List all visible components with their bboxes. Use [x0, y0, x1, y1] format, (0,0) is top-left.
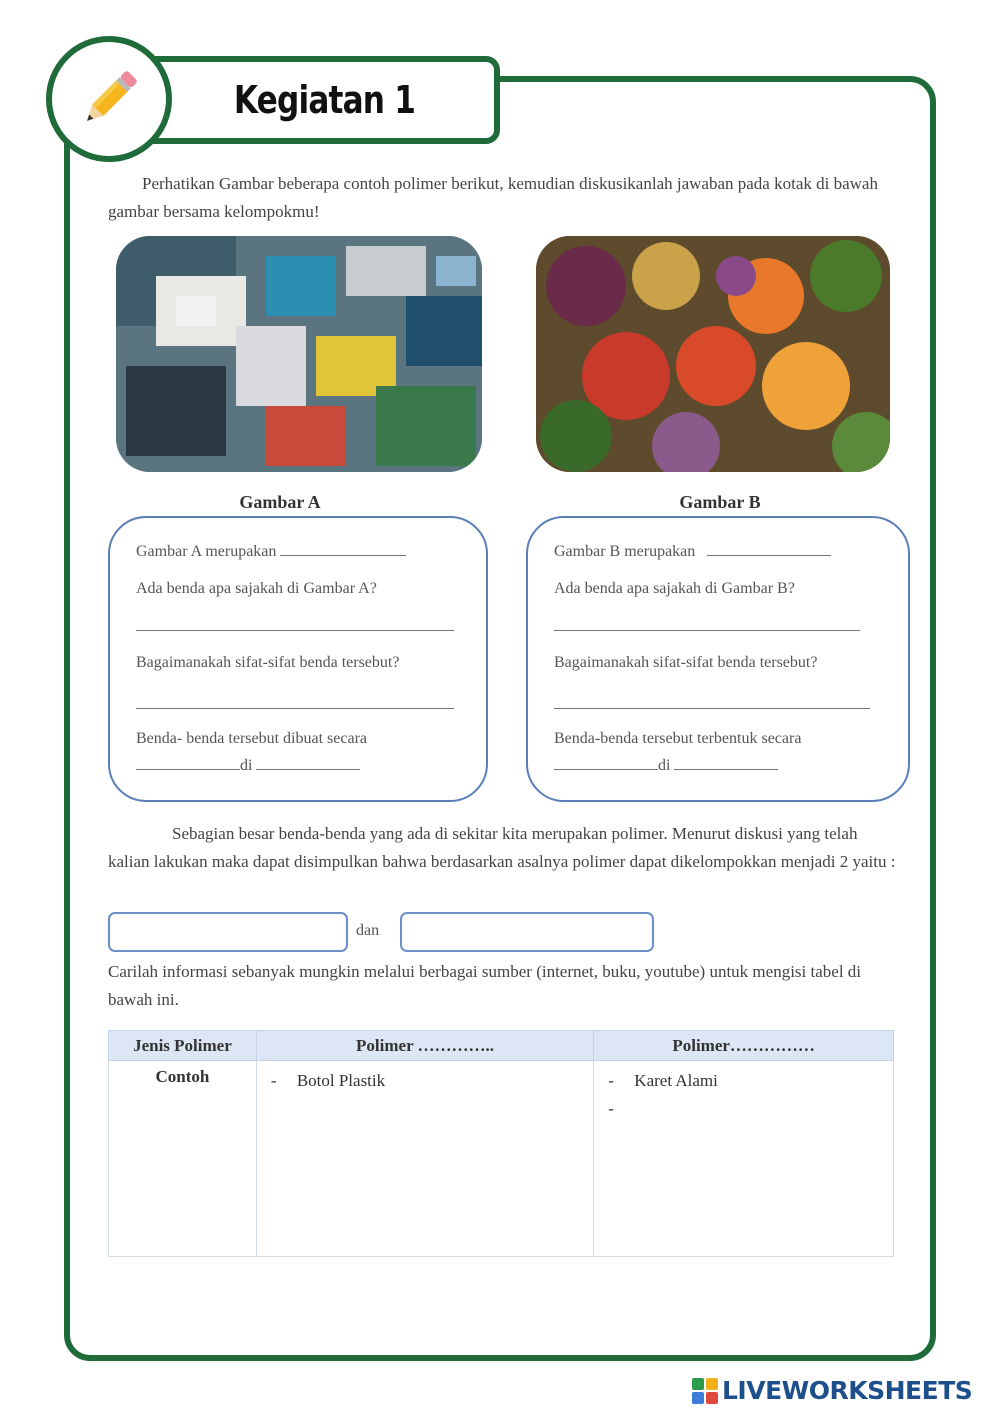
page-title: Kegiatan 1 — [233, 78, 415, 122]
blank-b-type[interactable] — [707, 542, 831, 556]
caption-gambar-b: Gambar B — [679, 492, 761, 512]
intro-text: Perhatikan Gambar beberapa contoh polimer berikut, kemudian diskusikanlah jawaban pada kotak di bawah gambar bersama kelompokmu! — [108, 174, 878, 221]
pencil-icon — [72, 62, 146, 136]
liveworksheets-brand — [692, 1376, 972, 1405]
cell-polimer-2-examples[interactable] — [594, 1061, 894, 1257]
cell-polimer-1-examples[interactable] — [256, 1061, 593, 1257]
header-polimer-2: Polimer…………… — [594, 1031, 894, 1061]
question-b-type: Gambar B merupakan — [554, 542, 831, 561]
answer-line-a-properties[interactable] — [136, 708, 454, 709]
organic-waste-photo — [536, 236, 890, 472]
question-a-made: Benda- benda tersebut dibuat secara — [136, 730, 368, 747]
row-label-contoh: Contoh — [109, 1061, 257, 1257]
instruction-paragraph: Carilah informasi sebanyak mungkin melalui berbagai sumber (internet, buku, youtube) untuk mengisi tabel di bawah ini. — [108, 962, 862, 1009]
liveworksheets-logo-icon — [692, 1378, 718, 1404]
table-row — [109, 1061, 894, 1257]
question-a-objects: Ada benda apa sajakah di Gambar A? — [136, 580, 377, 597]
polymer-table — [108, 1030, 894, 1257]
intro-paragraph — [108, 170, 898, 226]
question-a-properties: Bagaimanakah sifat-sifat benda tersebut? — [136, 654, 400, 671]
blank-b-where[interactable] — [674, 756, 778, 770]
blank-a-how[interactable] — [136, 756, 240, 770]
blank-a-type[interactable] — [280, 542, 406, 556]
header-jenis-polimer: Jenis Polimer — [109, 1031, 257, 1061]
polymer-group-2-input[interactable] — [400, 912, 654, 952]
and-label: dan — [356, 922, 380, 939]
pencil-badge — [46, 36, 172, 162]
plastic-waste-photo — [116, 236, 482, 472]
question-a-type: Gambar A merupakan — [136, 542, 406, 561]
list-item: - Karet Alami — [608, 1071, 718, 1090]
conclusion-text: Sebagian besar benda-benda yang ada di sekitar kita merupakan polimer. Menurut diskusi yang telah kalian lakukan maka dapat disimpulkan bahwa berdasarkan asalnya polimer dapat dikelompokkan menjadi 2 yaitu : — [108, 824, 896, 871]
list-item: - — [608, 1099, 614, 1118]
question-box-a — [108, 516, 488, 802]
conclusion-paragraph — [108, 820, 898, 876]
answer-line-b-properties[interactable] — [554, 708, 870, 709]
table-header-row — [109, 1031, 894, 1061]
brand-name: LIVEWORKSHEETS — [722, 1376, 973, 1405]
question-a-made-blanks: di — [136, 756, 360, 775]
question-b-formed: Benda-benda tersebut terbentuk secara — [554, 730, 802, 747]
blank-b-how[interactable] — [554, 756, 658, 770]
question-b-formed-blanks: di — [554, 756, 778, 775]
question-b-properties: Bagaimanakah sifat-sifat benda tersebut? — [554, 654, 818, 671]
list-item: - Botol Plastik — [270, 1071, 386, 1090]
answer-line-b-objects[interactable] — [554, 630, 860, 631]
answer-line-a-objects[interactable] — [136, 630, 454, 631]
question-b-objects: Ada benda apa sajakah di Gambar B? — [554, 580, 795, 597]
blank-a-where[interactable] — [256, 756, 360, 770]
question-box-b — [526, 516, 910, 802]
polymer-group-1-input[interactable] — [108, 912, 348, 952]
header-polimer-1: Polimer ………….. — [256, 1031, 593, 1061]
caption-gambar-a: Gambar A — [239, 492, 321, 512]
